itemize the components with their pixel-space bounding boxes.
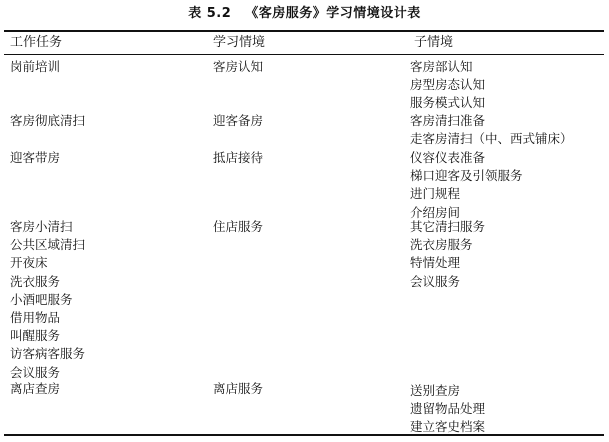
learning-situation: 客房认知 <box>213 59 264 74</box>
sub-situation-item: 会议服务 <box>410 273 461 289</box>
work-task-cell <box>10 112 85 130</box>
learning-situation-cell <box>213 218 263 236</box>
sub-situation-item: 遗留物品处理 <box>410 401 486 417</box>
work-task-item: 小酒吧服务 <box>10 291 73 307</box>
sub-situation-cell <box>410 112 573 148</box>
sub-situation-item: 介绍房间 <box>410 204 461 220</box>
sub-situation-item: 客房部认知 <box>410 59 473 74</box>
table-caption <box>0 6 609 22</box>
header-learning-situation: 学习情境 <box>213 35 266 50</box>
learning-situation-cell <box>213 380 263 398</box>
work-task-cell <box>10 149 60 167</box>
learning-situation-cell <box>213 58 263 76</box>
sub-situation-item: 服务模式认知 <box>410 95 486 111</box>
learning-situation: 抵店接待 <box>213 150 264 165</box>
table-title: 《客房服务》学习情境设计表 <box>245 6 421 21</box>
work-task-item: 开夜床 <box>10 255 48 271</box>
sub-situation-cell <box>410 218 485 291</box>
work-task-item: 公共区域清扫 <box>10 237 86 253</box>
sub-situation-item: 特情处理 <box>410 255 461 271</box>
learning-situation-cell <box>213 149 263 167</box>
work-task-item: 借用物品 <box>10 310 61 326</box>
sub-situation-item: 其它清扫服务 <box>410 219 486 234</box>
work-task-item: 洗衣服务 <box>10 273 61 289</box>
sub-situation-item: 进门规程 <box>410 186 461 202</box>
work-task-item: 客房彻底清扫 <box>10 113 86 128</box>
learning-situation: 住店服务 <box>213 219 264 234</box>
bottom-rule <box>4 434 604 436</box>
sub-situation-item: 建立客史档案 <box>410 419 486 435</box>
work-task-item: 访客病客服务 <box>10 346 86 362</box>
sub-situation-item: 房型房态认知 <box>410 77 486 93</box>
sub-situation-item: 客房清扫准备 <box>410 113 486 128</box>
work-task-item: 迎客带房 <box>10 150 61 165</box>
work-task-cell <box>10 218 85 382</box>
sub-situation-item: 梯口迎客及引领服务 <box>410 168 523 184</box>
sub-situation-item: 仪容仪表准备 <box>410 150 486 165</box>
learning-situation: 离店服务 <box>213 381 264 396</box>
sub-situation-item: 送别查房 <box>410 383 461 398</box>
learning-situation: 迎客备房 <box>213 113 264 128</box>
work-task-item: 叫醒服务 <box>10 328 61 344</box>
work-task-item: 会议服务 <box>10 364 61 380</box>
sub-situation-cell <box>410 149 523 222</box>
work-task-item: 客房小清扫 <box>10 219 73 234</box>
top-rule <box>4 30 604 32</box>
sub-situation-cell <box>410 58 485 113</box>
learning-situation-cell <box>213 112 263 130</box>
sub-situation-item: 走客房清扫（中、西式铺床） <box>410 131 573 147</box>
sub-situation-item: 洗衣房服务 <box>410 237 473 253</box>
table-number: 表 5.2 <box>188 6 232 21</box>
work-task-cell <box>10 380 60 398</box>
sub-situation-cell <box>410 382 485 437</box>
header-rule <box>4 54 604 55</box>
work-task-cell <box>10 58 60 76</box>
header-work-task: 工作任务 <box>10 35 63 50</box>
header-sub-situation: 子情境 <box>414 35 454 50</box>
work-task-item: 离店查房 <box>10 381 61 396</box>
work-task-item: 岗前培训 <box>10 59 61 74</box>
